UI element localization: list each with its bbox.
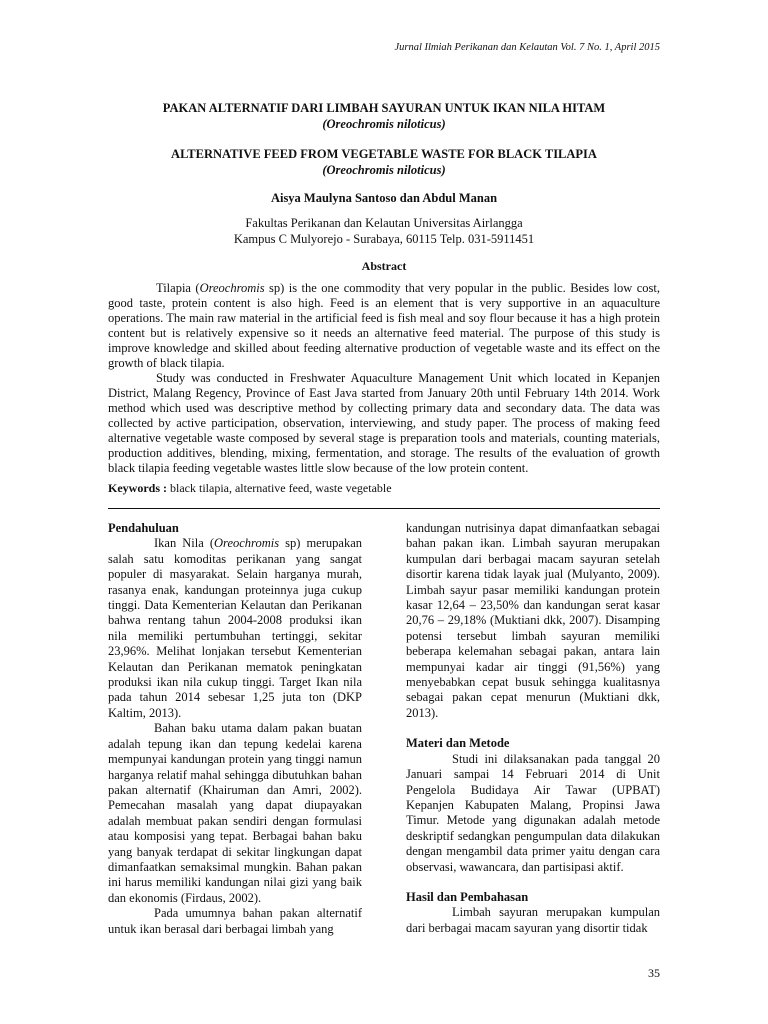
keywords: [108, 481, 660, 496]
heading-pendahuluan: Pendahuluan: [108, 521, 179, 535]
left-p1-start: Ikan Nila (: [154, 536, 215, 551]
title-id-species: (Oreochromis niloticus): [322, 117, 446, 131]
abstract-p1-start: Tilapia (: [156, 281, 200, 295]
keywords-text: black tilapia, alternative feed, waste vegetable: [167, 481, 392, 495]
section-divider: [108, 508, 660, 509]
abstract-p1-italic: Oreochromis: [199, 281, 265, 295]
right-paragraph-2: Studi ini dilaksanakan pada tanggal 20 Januari sampai 14 Februari 2014 di Unit Pengelola Budidaya Air Tawar (UPBAT) Kepanjen Kabupaten Malang, Propinsi Jawa Timur. Metode yang digunakan adalah metode deskriptif sedangkan pengumpulan data dilakukan dengan mengambil data primer yaitu dengan cara observasi, wawancara, dan partisipasi aktif.: [406, 751, 660, 874]
right-column: [406, 521, 660, 936]
title-en-species: (Oreochromis niloticus): [322, 163, 446, 177]
title-indonesian: [108, 100, 660, 132]
affiliation-line2: Kampus C Mulyorejo - Surabaya, 60115 Telp. 031-5911451: [233, 232, 535, 246]
affiliation-line1: Fakultas Perikanan dan Kelautan Universitas Airlangga: [245, 216, 523, 230]
affiliation: [108, 215, 660, 247]
page-number: 35: [648, 966, 660, 980]
heading-hasil-pembahasan: Hasil dan Pembahasan: [406, 889, 529, 904]
abstract-paragraph-1: [108, 281, 660, 371]
title-id-main: PAKAN ALTERNATIF DARI LIMBAH SAYURAN UNTUK IKAN NILA HITAM: [162, 101, 606, 115]
title-en-main: ALTERNATIVE FEED FROM VEGETABLE WASTE FOR BLACK TILAPIA: [171, 147, 597, 161]
left-column: [108, 521, 362, 937]
left-p1-italic: Oreochromis: [214, 536, 280, 551]
left-p1-rest: sp) merupakan salah satu komoditas perikanan yang sangat populer di masyarakat. Selain harganya murah, rasanya enak, kandungan proteinnya juga cukup tinggi. Data Kementerian Kelautan dan Perikanan bahwa rentang tahun 2004-2008 produksi ikan nila memiliki pertumbuhan tertinggi, sekitar 23,96%. Melihat lonjakan tersebut Kementerian Kelautan dan Perikanan mematok peningkatan produksi ikan nila cukup tinggi. Target Ikan nila pada tahun 2014 sebesar 1,25 juta ton (DKP Kaltim, 2013).: [108, 536, 362, 720]
abstract-body: [108, 281, 660, 476]
heading-materi-metode: Materi dan Metode: [406, 736, 510, 751]
title-english: [108, 146, 660, 178]
authors: Aisya Maulyna Santoso dan Abdul Manan: [270, 191, 498, 205]
journal-header: Jurnal Ilmiah Perikanan dan Kelautan Vol. 7 No. 1, April 2015: [394, 42, 660, 53]
keywords-label: Keywords :: [108, 481, 167, 495]
left-paragraph-1: [108, 536, 362, 721]
right-paragraph-1: kandungan nutrisinya dapat dimanfaatkan sebagai bahan pakan ikan. Limbah sayuran merupakan kumpulan dari berbagai macam sayuran setelah disortir karena tidak layak jual (Mulyanto, 2009). Limbah sayur pasar memiliki kandungan protein kasar 12,64 – 23,50% dan kandungan serat kasar 20,76 – 29,18% (Muktiani dkk, 2007). Disamping potensi tersebut limbah sayuran memiliki beberapa kelemahan sebagai pakan, antara lain mempunyai kadar air tinggi (91,56%) yang menyebabkan cepat busuk sehingga kualitasnya sebagai pakan cepat menurun (Muktiani dkk, 2013).: [406, 521, 660, 720]
abstract-heading: Abstract: [361, 259, 407, 273]
left-paragraph-3: Pada umumnya bahan pakan alternatif untuk ikan berasal dari berbagai limbah yang: [108, 906, 362, 936]
abstract-p1-rest: sp) is the one commodity that very popular in the public. Besides low cost, good taste, protein content is also high. Feed is an element that is very supportive in an aquaculture operations. The main raw material in the artificial feed is fish meal and soy flour because it has a high protein content but is relatively expensive so it needs an alternative feed material. The purpose of this study is improve knowledge and skilled about feeding alternative production of vegetable waste and its effect on the growth of black tilapia.: [108, 281, 660, 370]
left-paragraph-2: Bahan baku utama dalam pakan buatan adalah tepung ikan dan tepung kedelai karena mempunyai kandungan protein yang tinggi namun harganya relatif mahal sehingga dibutuhkan bahan pakan alternatif (Khairuman dan Amri, 2002). Pemecahan masalah yang dapat diupayakan adalah membuat pakan sendiri dengan formulasi atau komposisi yang tepat. Berbagai bahan baku yang banyak terdapat di sekitar lingkungan dapat dimanfaatkan semaksimal mungkin. Bahan pakan ini harus memiliki kandungan nilai gizi yang baik dan ekonomis (Firdaus, 2002).: [108, 721, 362, 905]
abstract-paragraph-2: Study was conducted in Freshwater Aquaculture Management Unit which located in Kepanjen District, Malang Regency, Province of East Java started from January 20th until February 14th 2014. Work method which used was descriptive method by collecting primary data and secondary data. The data was collected by active participation, observation, interviewing, and study paper. The process of making feed alternative vegetable waste composed by several stage is preparation tools and materials, counting materials, production additives, blending, mixing, fermentation, and storage. The results of the evaluation of growth black tilapia feeding vegetable wastes little slow because of the low protein content.: [108, 371, 660, 475]
right-paragraph-3: Limbah sayuran merupakan kumpulan dari berbagai macam sayuran yang disortir tidak: [406, 905, 660, 935]
